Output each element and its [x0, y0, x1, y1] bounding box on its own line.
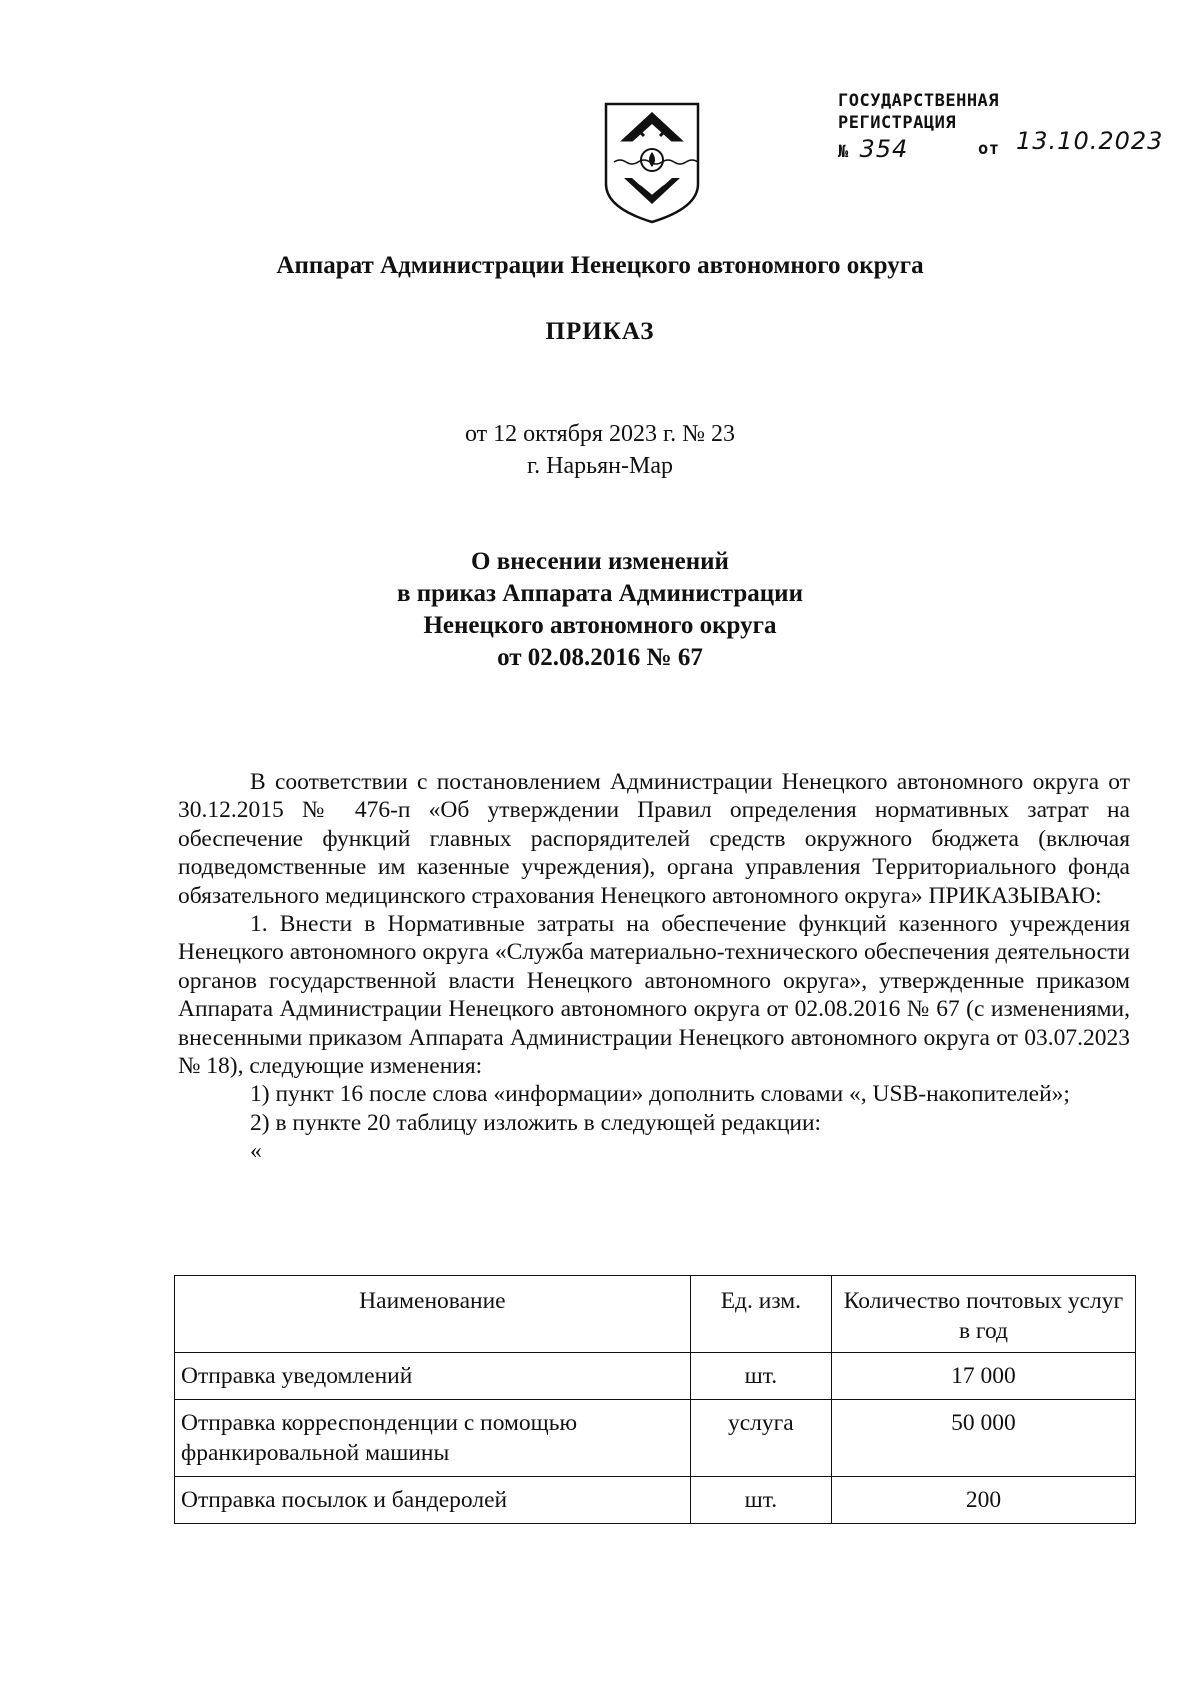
coat-of-arms-emblem — [602, 100, 702, 226]
table-cell-quantity: 17 000 — [831, 1353, 1135, 1400]
stamp-date-value: 13.10.2023 — [1016, 127, 1164, 155]
table-cell-unit: шт. — [690, 1353, 831, 1400]
table-cell-unit: услуга — [690, 1400, 831, 1477]
table-row — [175, 1477, 1136, 1524]
body-paragraph-item-1: 1. Внести в Нормативные затраты на обеспечение функций казенного учреждения Ненецкого автономного округа «Служба материально-технического обеспечения деятельности органов государственной власти Ненецкого автономного округа», утвержденные приказом Аппарата Администрации Ненецкого автономного округа от 02.08.2016 № 67 (с изменениями, внесенными приказом Аппарата Администрации Ненецкого автономного округа от 03.07.2023 № 18), следующие изменения: — [178, 911, 1130, 1080]
opening-quote-mark: « — [250, 1138, 262, 1165]
table-header-name: Наименование — [175, 1276, 691, 1353]
table-header-unit: Ед. изм. — [690, 1276, 831, 1353]
document-subject — [0, 546, 1200, 674]
table-cell-name: Отправка корреспонденции с помощью франкировальной машины — [175, 1400, 691, 1477]
document-date-line: от 12 октября 2023 г. № 23 — [464, 421, 735, 447]
registration-stamp — [838, 90, 1178, 163]
subject-line-1: О внесении изменений — [471, 548, 729, 575]
table-header-quantity: Количество почтовых услуг в год — [831, 1276, 1135, 1353]
table-header-row — [175, 1276, 1136, 1353]
stamp-title-line2: РЕГИСТРАЦИЯ — [838, 113, 957, 133]
subject-line-3: Ненецкого автономного округа — [423, 612, 777, 639]
table-row — [175, 1400, 1136, 1477]
table-cell-name: Отправка уведомлений — [175, 1353, 691, 1400]
table-row — [175, 1353, 1136, 1400]
document-body — [178, 768, 1130, 1166]
stamp-number-value: 354 — [859, 135, 909, 163]
document-city: г. Нарьян-Мар — [527, 453, 673, 479]
document-type: ПРИКАЗ — [545, 318, 655, 345]
body-paragraph-preamble: В соответствии с постановлением Администрации Ненецкого автономного округа от 30.12.2015 № 476-п «Об утверждении Правил определения нормативных затрат на обеспечение функций главных распорядителей средств окружного бюджета (включая подведомственные им казенные учреждения), органа управления Территориального фонда обязательного медицинского страхования Ненецкого автономного округа» ПРИКАЗЫВАЮ: — [178, 769, 1130, 909]
postal-services-table — [174, 1275, 1136, 1524]
subject-line-4: от 02.08.2016 № 67 — [497, 644, 703, 671]
table-cell-name: Отправка посылок и бандеролей — [175, 1477, 691, 1524]
stamp-number-label: № — [838, 142, 849, 162]
subject-line-2: в приказ Аппарата Администрации — [397, 580, 803, 607]
document-date-block — [0, 418, 1200, 482]
table-cell-quantity: 50 000 — [831, 1400, 1135, 1477]
body-paragraph-subitem-1: 1) пункт 16 после слова «информации» дополнить словами «, USB-накопителей»; — [250, 1081, 1070, 1108]
table-cell-quantity: 200 — [831, 1477, 1135, 1524]
stamp-date-label: от — [978, 139, 1000, 159]
stamp-number-row — [838, 127, 1178, 163]
table-cell-unit: шт. — [690, 1477, 831, 1524]
organization-title: Аппарат Администрации Ненецкого автономного округа — [276, 252, 924, 279]
stamp-title-line1: ГОСУДАРСТВЕННАЯ — [838, 91, 1000, 111]
body-paragraph-subitem-2: 2) в пункте 20 таблицу изложить в следующей редакции: — [250, 1109, 822, 1136]
